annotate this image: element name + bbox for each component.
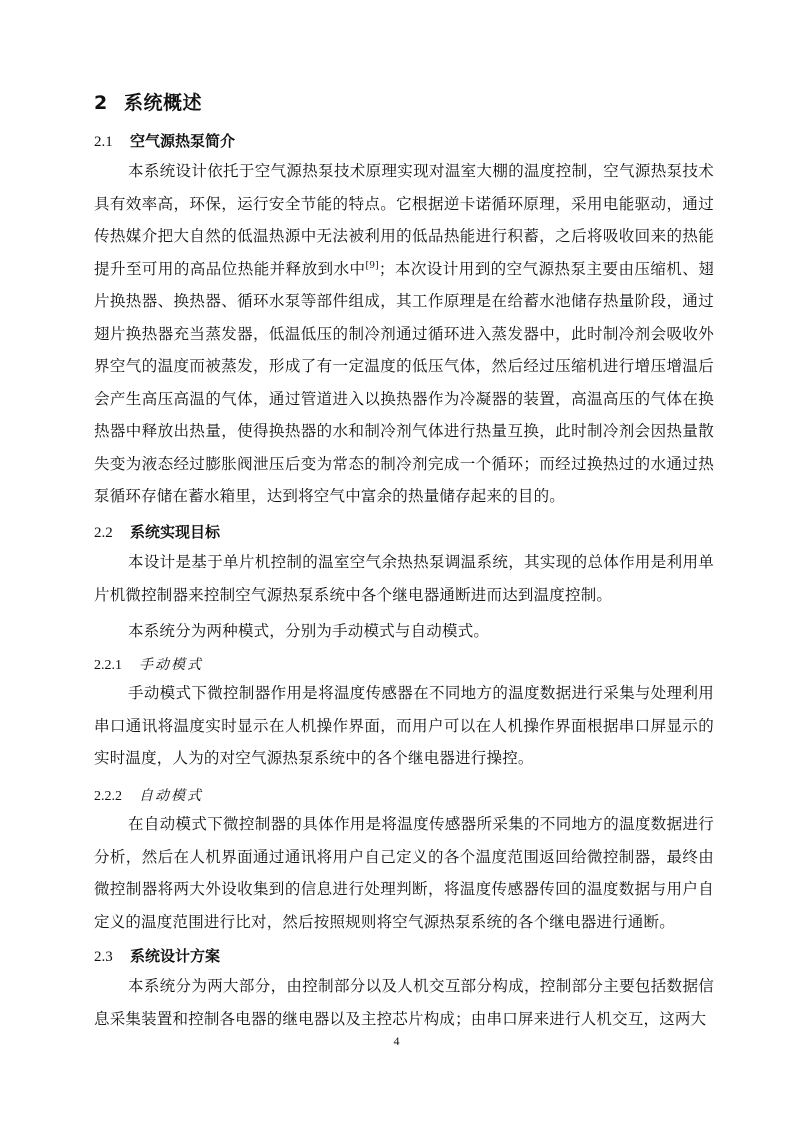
section-number: 2.2.2 — [94, 789, 122, 804]
page-number: 4 — [393, 1034, 400, 1048]
section-number: 2.2.1 — [94, 658, 122, 673]
section-title: 系统实现目标 — [130, 523, 221, 541]
citation-ref: [9] — [365, 260, 379, 271]
section-title: 手动模式 — [139, 657, 203, 673]
paragraph-text: 本系统设计依托于空气源热泵技术原理实现对温室大棚的温度控制，空气源热泵技术具有效率高，环保，运行安全节能的特点。它根据逆卡诺循环原理，采用电能驱动，通过传热媒介把大自然的低温热源中无法被利用的低品热能进行积蓄，之后将吸收回来的热能提升至可用的高品位热能并释放到水中 — [94, 162, 714, 278]
section-heading-2-2-1 — [94, 654, 203, 674]
chapter-number: 2 — [94, 92, 108, 114]
chapter-title: 系统概述 — [124, 92, 203, 114]
section-heading-2-2-2 — [94, 785, 203, 805]
paragraph-text: ；本次设计用到的空气源热泵主要由压缩机、翅片换热器、换热器、循环水泵等部件组成，其工作原理是在给蓄水池储存热量阶段，通过翅片换热器充当蒸发器，低温低压的制冷剂通过循环进入蒸发器中，此时制冷剂会吸收外界空气的温度而被蒸发，形成了有一定温度的低压气体，然后经过压缩机进行增压增温后会产生高压高温的气体，通过管道进入以换热器作为冷凝器的装置，高温高压的气体在换热器中释放出热量，使得换热器的水和制冷剂气体进行热量互换，此时制冷剂会因热量散失变为液态经过膨胀阀泄压后变为常态的制冷剂完成一个循环；而经过换热过的水通过热泵循环存储在蓄水箱里，达到将空气中富余的热量储存起来的目的。 — [94, 259, 714, 505]
section-heading-2-2 — [94, 521, 220, 542]
section-title: 系统设计方案 — [130, 947, 221, 965]
paragraph-heat-pump-intro — [94, 155, 714, 513]
section-number: 2.2 — [94, 525, 113, 541]
paragraph-auto-mode: 在自动模式下微控制器的具体作用是将温度传感器所采集的不同地方的温度数据进行分析，然后在人机界面通过通讯将用户自己定义的各个温度范围返回给微控制器，最终由微控制器将两大外设收集到的信息进行处理判断，将温度传感器传回的温度数据与用户自定义的温度范围进行比对，然后按照规则将空气源热泵系统的各个继电器进行通断。 — [94, 815, 714, 931]
section-number: 2.3 — [94, 949, 113, 965]
paragraph-goal: 本设计是基于单片机控制的温室空气余热热泵调温系统，其实现的总体作用是利用单片机微控制器来控制空气源热泵系统中各个继电器通断进而达到温度控制。 — [94, 553, 714, 604]
paragraph-manual-mode: 手动模式下微控制器作用是将温度传感器在不同地方的温度数据进行采集与处理利用串口通讯将温度实时显示在人机操作界面，而用户可以在人机操作界面根据串口屏显示的实时温度，人为的对空气源热泵系统中的各个继电器进行操控。 — [94, 684, 714, 767]
paragraph-modes: 本系统分为两种模式，分别为手动模式与自动模式。 — [128, 622, 490, 640]
section-title: 空气源热泵简介 — [130, 132, 236, 150]
section-heading-2-3 — [94, 945, 220, 966]
paragraph-design-plan: 本系统分为两大部分，由控制部分以及人机交互部分构成，控制部分主要包括数据信息采集装置和控制各电器的继电器以及主控芯片构成；由串口屏来进行人机交互，这两大 — [94, 977, 714, 1028]
section-heading-2-1 — [94, 130, 235, 151]
chapter-heading — [94, 88, 202, 115]
section-number: 2.1 — [94, 134, 113, 150]
section-title: 自动模式 — [139, 788, 203, 804]
